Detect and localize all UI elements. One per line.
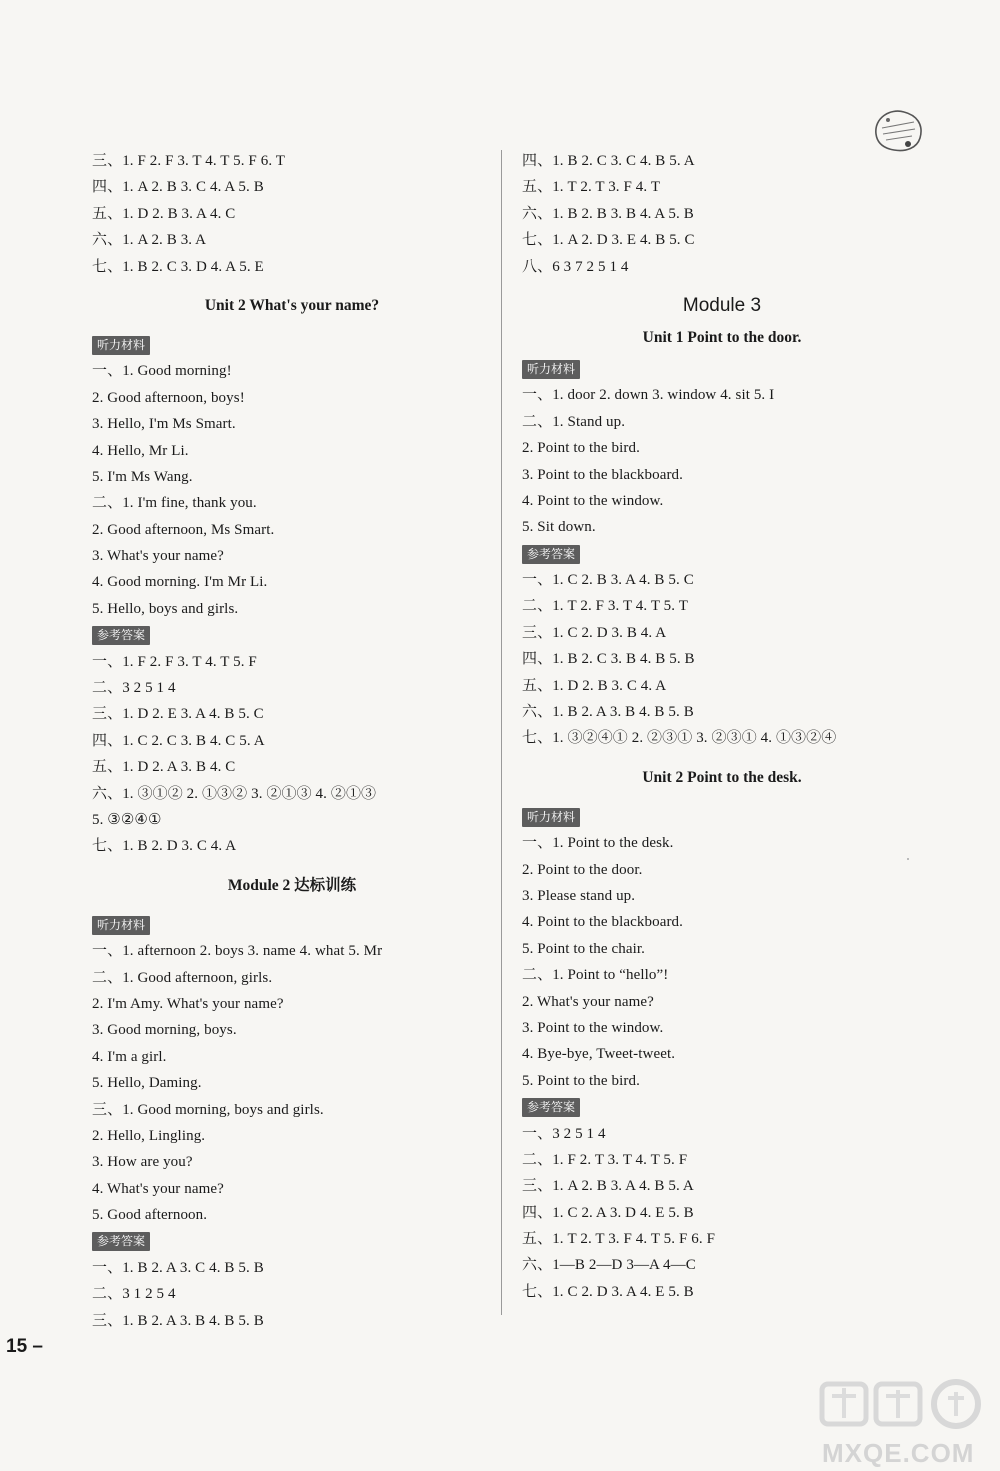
answer-block-continued: [92, 148, 492, 280]
listening-line: 三、1. Good morning, boys and girls.: [92, 1101, 324, 1118]
listening-line: 2. Point to the bird.: [522, 440, 640, 457]
answer-line: 三、1. F 2. F 3. T 4. T 5. F 6. T: [92, 153, 286, 169]
answer-line: 七、1. B 2. D 3. C 4. A: [92, 838, 237, 855]
answer-line: 六、1. B 2. B 3. B 4. A 5. B: [522, 205, 694, 222]
listening-line: 2. What's your name?: [522, 993, 654, 1010]
answer-line: 三、1. B 2. A 3. B 4. B 5. B: [92, 1312, 264, 1329]
left-column: [92, 148, 492, 1334]
listening-line: 5. Hello, Daming.: [92, 1075, 202, 1092]
listening-line: 3. Hello, I'm Ms Smart.: [92, 416, 236, 433]
answer-line: 一、1. F 2. F 3. T 4. T 5. F: [92, 653, 257, 670]
listening-line: 3. How are you?: [92, 1154, 193, 1171]
listening-line: 一、1. door 2. down 3. window 4. sit 5. I: [522, 387, 775, 404]
answer-line: 五、1. T 2. T 3. F 4. T 5. F 6. F: [522, 1231, 716, 1248]
module-heading: Module 3: [682, 294, 762, 316]
answer-line: 五、1. T 2. T 3. F 4. T: [522, 179, 661, 196]
listening-line: 4. Point to the blackboard.: [522, 914, 684, 931]
right-column: [522, 148, 922, 1305]
listening-line: 一、1. afternoon 2. boys 3. name 4. what 5. Mr: [92, 943, 383, 960]
answer-line: 五、1. D 2. B 3. C 4. A: [522, 677, 667, 694]
unit-heading: Unit 1 Point to the door.: [642, 328, 802, 346]
answer-line: 三、1. A 2. B 3. A 4. B 5. A: [522, 1178, 694, 1195]
answer-lines: [522, 567, 922, 752]
listening-line: 5. Hello, boys and girls.: [92, 600, 239, 617]
answer-lines: [92, 649, 492, 860]
listening-material-tag: 听力材料: [522, 360, 580, 379]
listening-line: 5. Good afternoon.: [92, 1207, 208, 1224]
answer-line: 四、1. C 2. C 3. B 4. C 5. A: [92, 732, 265, 749]
answer-line: 四、1. C 2. A 3. D 4. E 5. B: [522, 1204, 694, 1221]
answer-line: 一、3 2 5 1 4: [522, 1125, 606, 1142]
listening-line: 二、1. Stand up.: [522, 413, 626, 430]
answer-block-continued: [522, 148, 922, 280]
answer-line: 三、1. D 2. E 3. A 4. B 5. C: [92, 706, 264, 723]
listening-line: 2. I'm Amy. What's your name?: [92, 995, 284, 1012]
listening-line: 二、1. Good afternoon, girls.: [92, 969, 273, 986]
answer-line: 六、1. A 2. B 3. A: [92, 232, 207, 249]
answer-line: 四、1. A 2. B 3. C 4. A 5. B: [92, 179, 264, 196]
answer-line: 五、1. D 2. B 3. A 4. C: [92, 205, 236, 222]
listening-line: 3. What's your name?: [92, 548, 224, 565]
reference-answer-tag: 参考答案: [522, 545, 580, 564]
listening-line: 3. Point to the blackboard.: [522, 466, 684, 483]
answer-line: 5. ③②④①: [92, 811, 162, 828]
listening-line: 5. Sit down.: [522, 519, 596, 536]
answer-line: 六、1. B 2. A 3. B 4. B 5. B: [522, 704, 694, 721]
listening-line: 3. Please stand up.: [522, 887, 636, 904]
listening-line: 2. Good afternoon, boys!: [92, 389, 245, 406]
answer-line: 一、1. C 2. B 3. A 4. B 5. C: [522, 572, 694, 589]
page-number: 15 –: [6, 1336, 43, 1357]
answer-line: 四、1. B 2. C 3. C 4. B 5. A: [522, 153, 695, 169]
answer-line: 一、1. B 2. A 3. C 4. B 5. B: [92, 1259, 264, 1276]
answer-line: 五、1. D 2. A 3. B 4. C: [92, 759, 236, 776]
reference-answer-tag: 参考答案: [92, 1232, 150, 1251]
listening-lines: [92, 358, 492, 622]
listening-line: 一、1. Point to the desk.: [522, 835, 674, 852]
answer-line: 八、6 3 7 2 5 1 4: [522, 258, 629, 275]
listening-line: 3. Point to the window.: [522, 1019, 664, 1036]
answer-line: 二、3 1 2 5 4: [92, 1286, 176, 1303]
unit-heading: Unit 2 Point to the desk.: [642, 768, 802, 786]
answer-line: 二、3 2 5 1 4: [92, 680, 176, 697]
answer-line: 七、1. A 2. D 3. E 4. B 5. C: [522, 232, 695, 249]
listening-material-tag: 听力材料: [92, 336, 150, 355]
listening-line: 5. I'm Ms Wang.: [92, 468, 193, 485]
watermark-site-text: MXQE.COM: [822, 1438, 975, 1468]
reference-answer-tag: 参考答案: [92, 626, 150, 645]
answer-line: 三、1. C 2. D 3. B 4. A: [522, 624, 667, 641]
listening-line: 5. Point to the chair.: [522, 940, 646, 957]
answer-line: 四、1. B 2. C 3. B 4. B 5. B: [522, 651, 695, 668]
answer-line: 七、1. ③②④① 2. ②③① 3. ②③① 4. ①③②④: [522, 730, 837, 747]
listening-line: 二、1. I'm fine, thank you.: [92, 495, 257, 512]
answer-line: 二、1. F 2. T 3. T 4. T 5. F: [522, 1151, 688, 1168]
listening-line: 4. Point to the window.: [522, 492, 664, 509]
listening-lines: [522, 382, 922, 540]
column-divider: [501, 150, 502, 1315]
answer-lines: [522, 1121, 922, 1306]
listening-lines: [522, 830, 922, 1094]
answer-line: 七、1. B 2. C 3. D 4. A 5. E: [92, 258, 264, 275]
listening-lines: [92, 938, 492, 1228]
unit-heading: Unit 2 What's your name?: [204, 296, 380, 314]
listening-line: 3. Good morning, boys.: [92, 1022, 237, 1039]
listening-line: 4. Bye-bye, Tweet-tweet.: [522, 1046, 676, 1063]
answer-lines: [92, 1255, 492, 1334]
listening-line: 4. Hello, Mr Li.: [92, 442, 189, 459]
answer-line: 六、1—B 2—D 3—A 4—C: [522, 1257, 696, 1274]
answer-line: 六、1. ③①② 2. ①③② 3. ②①③ 4. ②①③: [92, 785, 377, 802]
listening-line: 4. Good morning. I'm Mr Li.: [92, 574, 268, 591]
listening-line: 4. What's your name?: [92, 1180, 224, 1197]
listening-line: 2. Hello, Lingling.: [92, 1127, 206, 1144]
listening-line: 5. Point to the bird.: [522, 1072, 640, 1089]
module-heading: Module 2 达标训练: [227, 876, 357, 894]
listening-line: 2. Good afternoon, Ms Smart.: [92, 521, 275, 538]
reference-answer-tag: 参考答案: [522, 1098, 580, 1117]
listening-line: 一、1. Good morning!: [92, 363, 232, 380]
listening-material-tag: 听力材料: [92, 916, 150, 935]
listening-line: 二、1. Point to “hello”!: [522, 967, 669, 984]
listening-line: 4. I'm a girl.: [92, 1048, 167, 1065]
answer-line: 七、1. C 2. D 3. A 4. E 5. B: [522, 1283, 694, 1300]
listening-material-tag: 听力材料: [522, 808, 580, 827]
answer-line: 二、1. T 2. F 3. T 4. T 5. T: [522, 598, 688, 615]
listening-line: 2. Point to the door.: [522, 861, 643, 878]
